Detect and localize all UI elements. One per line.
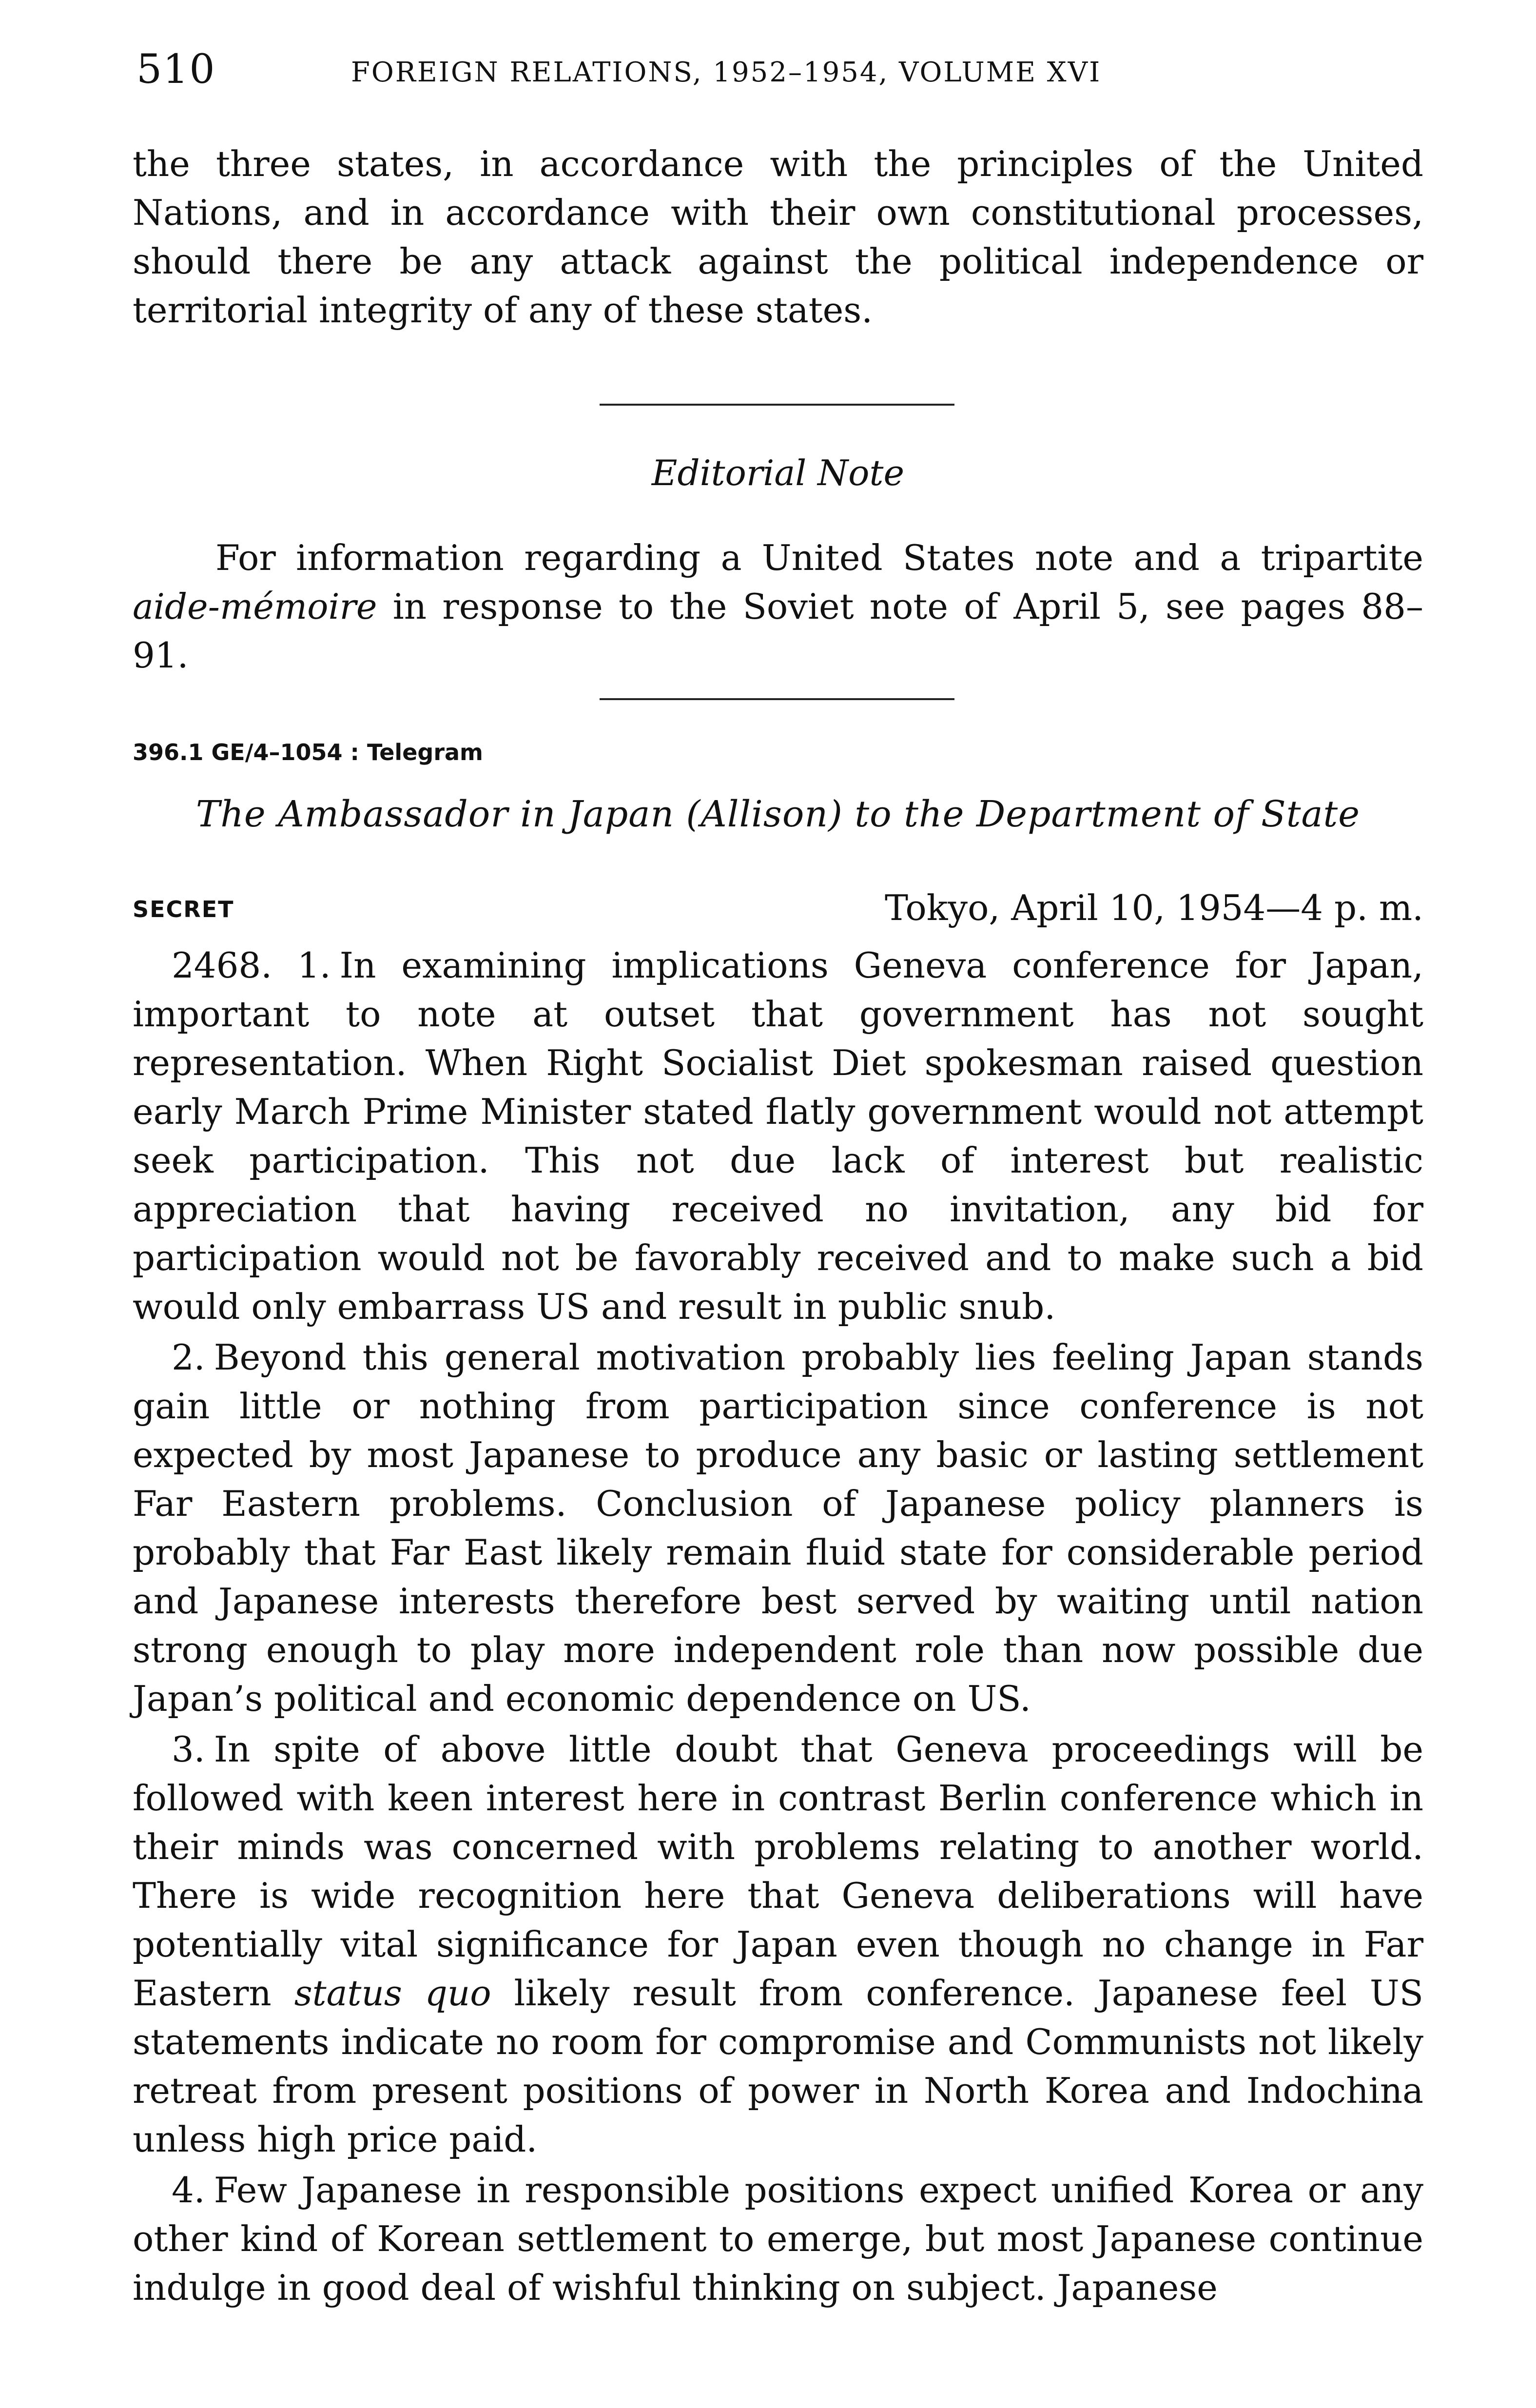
paragraph-text: Beyond this general motivation probably lies feeling Japan stands gain little or nothing from participation since conference is not expected by most Japanese to produce any basic or lasting settlement Far Eastern problems. Conclusion of Japanese policy planners is probably that Far East likely remain fluid state for considerable period and Japanese interests therefore best served by waiting until nation strong enough to play more independent role than now possible due Japan’s political and economic dependence on US. xyxy=(133,1337,1423,1719)
telegram-paragraph-2 xyxy=(133,1333,1423,1723)
paragraph-text: In examining implications Geneva conference for Japan, important to note at outset that government has not sought representation. When Right Socialist Diet spokesman raised question early March Prime Minister stated flatly government would not attempt seek participation. This not due lack of interest but realistic appreciation that having received no invitation, any bid for participation would not be favorably received and to make such a bid would only embarrass US and result in public snub. xyxy=(133,945,1424,1327)
paragraph-italic-term: status quo xyxy=(294,1973,491,2014)
telegram-body xyxy=(133,941,1423,2314)
paragraph-number: 2468. 1. xyxy=(172,945,331,986)
telegram-paragraph-4 xyxy=(133,2166,1423,2312)
paragraph-text-after: likely result from conference. Japanese feel US statements indicate no room for compromise and Communists not likely retreat from present positions of power in North Korea and Indochina unless high price paid. xyxy=(133,1973,1423,2160)
running-title: FOREIGN RELATIONS, 1952–1954, VOLUME XVI xyxy=(351,57,1102,88)
telegram-paragraph-3 xyxy=(133,1725,1423,2164)
editorial-note-heading: Editorial Note xyxy=(651,452,905,493)
paragraph-text-before: In spite of above little doubt that Geneva proceedings will be followed with keen interest here in contrast Berlin conference which in their minds was concerned with problems relating to another world. There is wide recognition here that Geneva deliberations will have potentially vital significance for Japan even though no change in Far Eastern xyxy=(133,1729,1423,2014)
editorial-note-text-before: For information regarding a United States note and a tripartite xyxy=(215,537,1423,578)
intro-paragraph: the three states, in accordance with the principles of the United Nations, and in accordance with their own constitutional processes, should there be any attack against the political independence or territorial integrity of any of these states. xyxy=(133,143,1423,331)
section-divider xyxy=(600,698,954,700)
dateline: Tokyo, April 10, 1954—4 p. m. xyxy=(885,887,1423,928)
telegram-paragraph-1 xyxy=(133,941,1423,1331)
paragraph-number: 4. xyxy=(172,2170,205,2211)
editorial-note-text xyxy=(133,533,1423,680)
paragraph-number: 3. xyxy=(172,1729,205,1770)
file-reference: 396.1 GE/4–1054 : Telegram xyxy=(133,739,483,765)
paragraph-text: Few Japanese in responsible positions expect unified Korea or any other kind of Korean settlement to emerge, but most Japanese continue indulge in good deal of wishful thinking on subject. Japanese xyxy=(133,2170,1423,2308)
classification-label: SECRET xyxy=(133,896,234,922)
running-header xyxy=(0,43,1536,97)
document-title: The Ambassador in Japan (Allison) to the Department of State xyxy=(195,793,1361,835)
section-divider xyxy=(600,404,954,406)
page-number: 510 xyxy=(136,46,216,93)
editorial-note-italic-term: aide-mémoire xyxy=(133,586,377,627)
paragraph-number: 2. xyxy=(172,1337,205,1378)
editorial-note-text-after: in response to the Soviet note of April 5, see pages 88–91. xyxy=(133,586,1423,676)
